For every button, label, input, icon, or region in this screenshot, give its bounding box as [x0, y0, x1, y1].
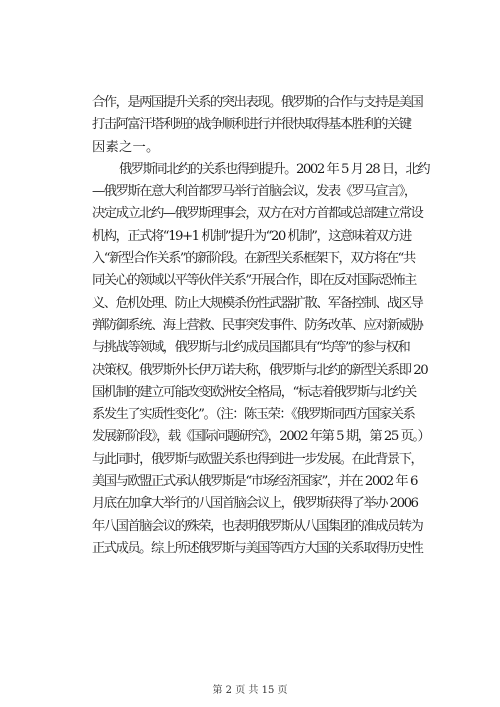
text-line: 美国与欧盟正式承认俄罗斯是“市场经济国家”，并在 2002 年 6 [92, 474, 417, 490]
text-line: 国机制的建立可能改变欧洲安全格局，“标志着俄罗斯与北约关 [92, 384, 416, 400]
text-line: 月底在加拿大举行的八国首脑会议上，俄罗斯获得了举办 2006 [92, 496, 418, 512]
text-line: 因素之一。 [92, 139, 160, 155]
text-line: 与挑战等领域，俄罗斯与北约成员国都具有“均等”的参与权和 [92, 340, 410, 356]
text-line: 决定成立北约—俄罗斯理事会，双方在对方首都或总部建立常设 [92, 206, 423, 222]
text-line: 义、危机处理、防止大规模杀伤性武器扩散、军备控制、战区导 [92, 295, 423, 311]
text-line: 发展新阶段》，载《国际问题研究》，2002 年第 5 期，第 25 页。） [92, 429, 430, 445]
text-line: 决策权。俄罗斯外长伊万诺夫称，俄罗斯与北约的新型关系即 20 [92, 362, 428, 378]
text-line: 打击阿富汗塔利班的战争顺利进行并很快取得基本胜利的关键 [92, 117, 411, 133]
text-line: —俄罗斯在意大利首都罗马举行首脑会议，发表《罗马宣言》， [92, 184, 416, 200]
text-line: 与此同时，俄罗斯与欧盟关系也得到进一步发展。在此背景下， [92, 451, 423, 467]
body-text [92, 92, 430, 560]
text-line: 弹防御系统、海上营救、民事突发事件、防务改革、应对新威胁 [92, 317, 423, 333]
page-footer: 第 2 页 共 15 页 [212, 685, 288, 696]
text-line: 合作，是两国提升关系的突出表现。俄罗斯的合作与支持是美国 [92, 95, 423, 110]
text-line: 入“新型合作关系”的新阶段。在新型关系框架下，双方将在“共 [92, 251, 415, 267]
text-line: 正式成员。综上所述俄罗斯与美国等西方大国的关系取得历史性 [92, 540, 423, 556]
paragraph-start-line: 俄罗斯同北约的关系也得到提升。2002 年 5 月 28 日，北约 [119, 161, 430, 177]
text-line: 年八国首脑会议的殊荣，也表明俄罗斯从八国集团的准成员转为 [92, 518, 423, 534]
text-line: 同关心的领域以平等伙伴关系”开展合作，即在反对国际恐怖主 [92, 273, 416, 289]
text-line: 系发生了实质性变化”。（注：陈玉荣：《俄罗斯同西方国家关系 [92, 407, 415, 423]
text-line: 机构，正式将“19+1 机制”提升为“20 机制”，这意味着双方进 [92, 228, 411, 244]
